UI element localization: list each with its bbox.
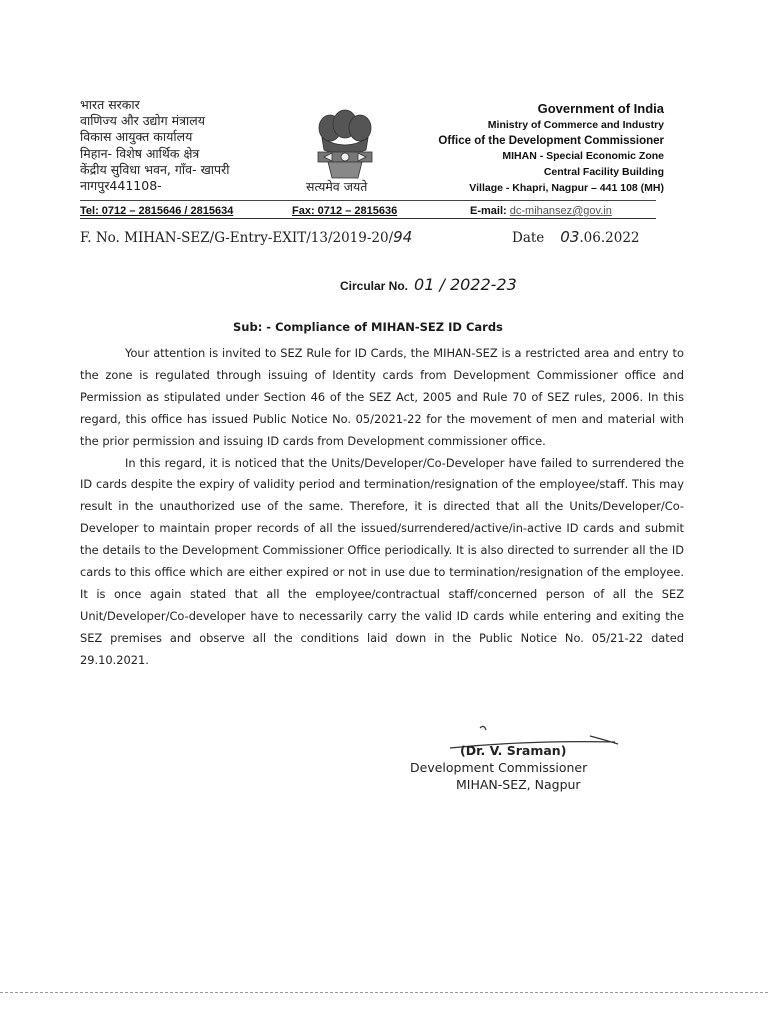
email-label: E-mail: bbox=[470, 205, 507, 217]
national-emblem-icon bbox=[300, 108, 390, 180]
hindi-line: नागपुर441108- bbox=[80, 178, 162, 194]
english-letterhead bbox=[438, 100, 664, 197]
signatory-location: MIHAN-SEZ, Nagpur bbox=[456, 777, 581, 792]
header-divider bbox=[80, 200, 656, 201]
fax-number: Fax: 0712 – 2815636 bbox=[292, 205, 398, 217]
hindi-line: मिहान- विशेष आर्थिक क्षेत्र bbox=[80, 145, 200, 161]
contact-bar bbox=[80, 205, 656, 219]
hindi-line: भारत सरकार bbox=[80, 97, 140, 112]
zone-line: MIHAN - Special Economic Zone bbox=[502, 150, 664, 163]
page-edge-divider bbox=[0, 992, 768, 993]
signature-block bbox=[410, 742, 587, 793]
building-line: Central Facility Building bbox=[543, 166, 664, 179]
circular-number bbox=[340, 275, 517, 294]
signatory-designation: Development Commissioner bbox=[410, 760, 588, 775]
hindi-letterhead bbox=[80, 97, 229, 194]
paragraph-2: In this regard, it is noticed that the Units/Developer/Co-Developer have failed to surrendered the ID cards despite the expiry of validity period and termination/resignation of the employee/staff. This may result in the unauthorized use of the same. Therefore, it is directed that all the Units/Developer/Co-Developer to maintain proper records of all the issued/surrendered/active/in-active ID cards and submit the details to the Development Commissioner Office periodically. It is also directed to surrender all the ID cards to this office which are either expired or not in use due to termination/resignation of the employee. It is once again stated that all the employee/contractual staff/concerned person of all the SEZ Unit/Developer/Co-developer have to necessarily carry the valid ID cards while entering and exiting the SEZ premises and observe all the conditions laid down in the Public Notice No. 05/21-22 dated 29.10.2021. bbox=[80, 455, 684, 667]
email-link[interactable]: dc-mihansez@gov.in bbox=[509, 205, 612, 217]
date-day-handwritten: 03 bbox=[560, 228, 580, 246]
file-number bbox=[80, 228, 412, 246]
paragraph-1: Your attention is invited to SEZ Rule for ID Cards, the MIHAN-SEZ is a restricted area and entry to the zone is regulated through issuing of Identity cards from Development Commissioner office and Permission as stipulated under Section 46 of the SEZ Act, 2005 and Rule 70 of SEZ rules, 2006. In this regard, this office has issued Public Notice No. 05/2021-22 for the movement of men and material with the prior permission and issuing ID cards from Development commissioner office. bbox=[80, 346, 684, 448]
file-number-handwritten: 94 bbox=[393, 228, 413, 246]
letter-body bbox=[80, 343, 684, 672]
hindi-line: विकास आयुक्त कार्यालय bbox=[80, 129, 193, 145]
hindi-line: वाणिज्य और उद्योग मंत्रालय bbox=[80, 113, 206, 129]
subject-line: Sub: - Compliance of MIHAN-SEZ ID Cards bbox=[233, 320, 503, 334]
date-month-year: .06.2022 bbox=[579, 230, 640, 246]
signatory-name: (Dr. V. Sraman) bbox=[460, 743, 567, 758]
file-number-prefix: F. No. MIHAN-SEZ/G-Entry-EXIT/13/2019-20/ bbox=[80, 230, 394, 246]
office-line: Office of the Development Commissioner bbox=[438, 134, 664, 147]
circular-handwritten: 01 / 2022-23 bbox=[414, 275, 517, 294]
ministry-line: Ministry of Commerce and Industry bbox=[487, 119, 664, 131]
telephone-number: Tel: 0712 – 2815646 / 2815634 bbox=[80, 205, 234, 217]
government-title: Government of India bbox=[537, 101, 664, 116]
email-block bbox=[470, 205, 612, 217]
address-line: Village - Khapri, Nagpur – 441 108 (MH) bbox=[469, 181, 664, 194]
letter-date bbox=[512, 228, 640, 246]
circular-label: Circular No. bbox=[340, 279, 409, 293]
hindi-line: केंद्रीय सुविधा भवन, गाँव- खापरी bbox=[80, 161, 230, 177]
date-label: Date bbox=[512, 230, 545, 246]
emblem-motto: सत्यमेव जयते bbox=[306, 179, 368, 194]
